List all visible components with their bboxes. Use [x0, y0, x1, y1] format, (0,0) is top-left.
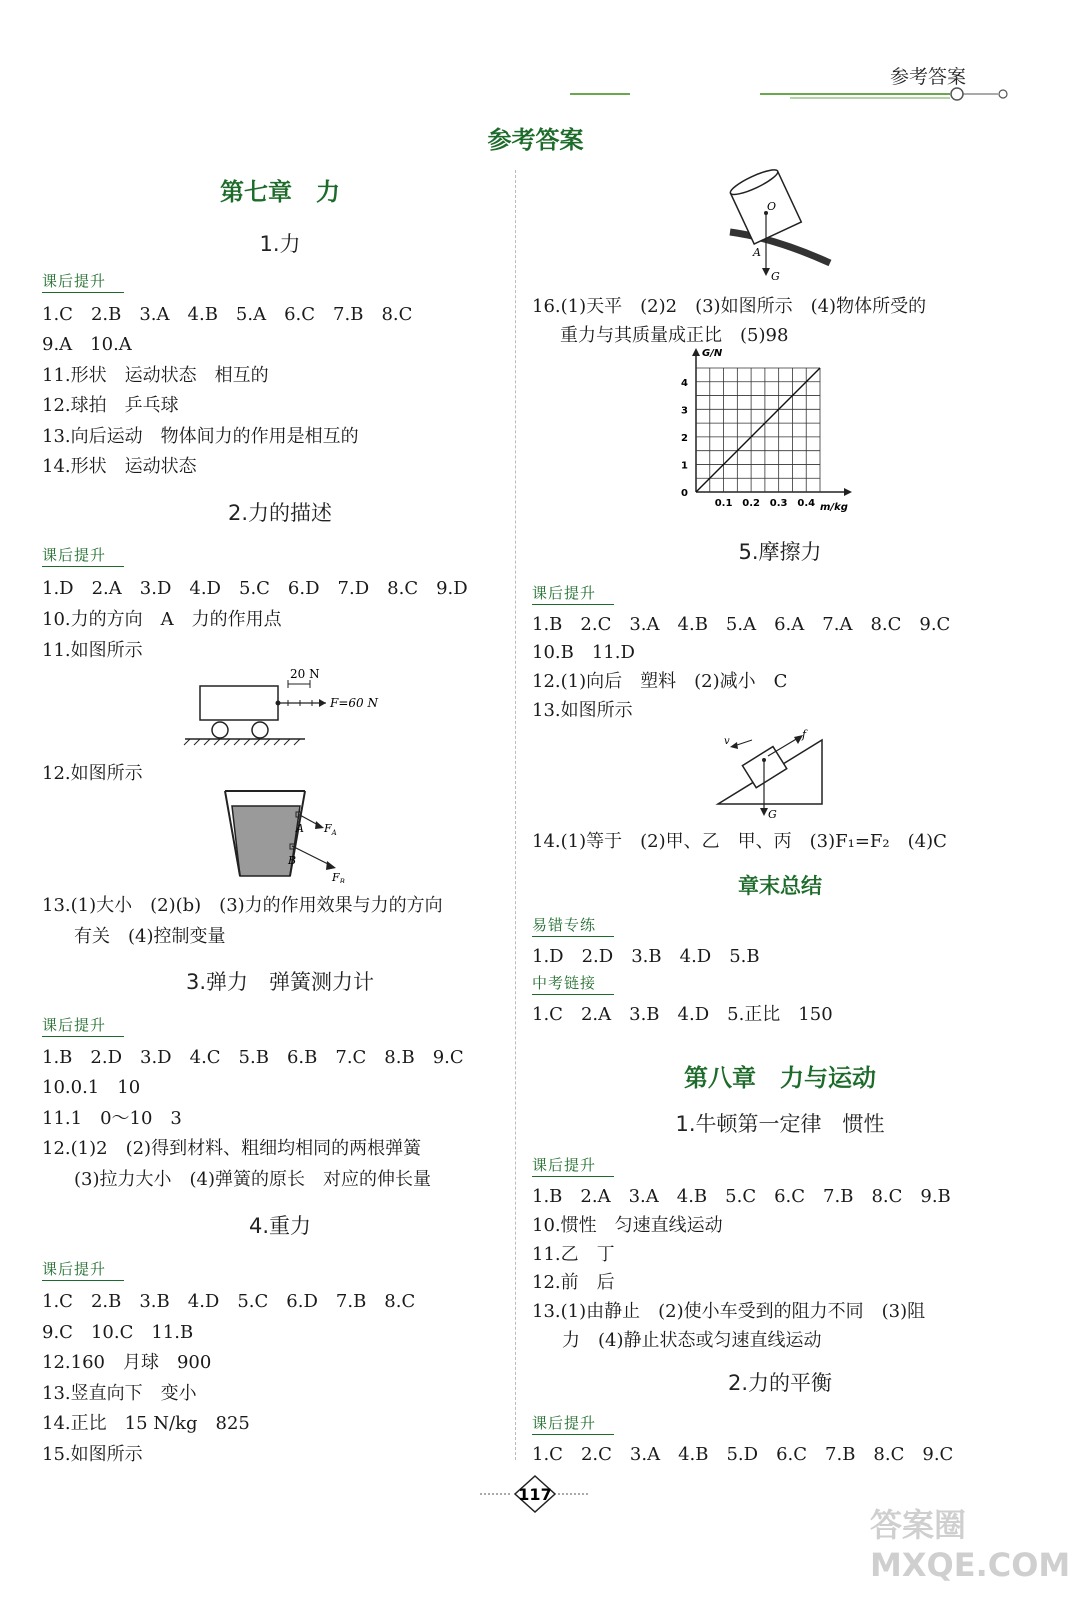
section-tag: 课后提升 [42, 544, 124, 567]
answer-line: 12.(1)向后 塑料 (2)减小 C [532, 671, 788, 692]
section-tag: 课后提升 [532, 1154, 614, 1177]
y-tick-label: 3 [681, 405, 688, 417]
point-a: A [296, 822, 304, 835]
answer-line: 12.球拍 乒乓球 [42, 395, 179, 416]
answer-line: 13.向后运动 物体间力的作用是相互的 [42, 426, 359, 447]
friction-label: f [802, 728, 807, 741]
section-tag: 课后提升 [532, 1412, 614, 1435]
tilted-cup-figure [725, 168, 835, 286]
column-divider [515, 170, 516, 1460]
answer-line: 14.形状 运动状态 [42, 456, 197, 477]
velocity-label: v [724, 736, 730, 747]
x-tick-label: 0.4 [797, 498, 816, 509]
answer-line: 13.(1)由静止 (2)使小车受到的阻力不同 (3)阻 [532, 1301, 926, 1322]
chapter-summary-title: 章末总结 [738, 874, 822, 898]
section-7-4-title: 4.重力 [248, 1214, 312, 1238]
point-b: B [288, 854, 297, 867]
answer-line: 力 (4)静止状态或匀速直线运动 [562, 1330, 822, 1351]
answer-line: 11.乙 丁 [532, 1244, 615, 1265]
answer-line: 11.如图所示 [42, 640, 143, 661]
section-8-1-title: 1.牛顿第一定律 惯性 [675, 1112, 885, 1136]
answer-line: 15.如图所示 [42, 1444, 143, 1465]
scale-label: 20 N [290, 667, 320, 681]
section-7-1-title: 1.力 [259, 232, 301, 256]
series-line [696, 368, 820, 492]
section-tag: 课后提升 [42, 1014, 124, 1037]
answer-line: 13.(1)大小 (2)(b) (3)力的作用效果与力的方向 [42, 895, 443, 916]
x-axis-label: m/kg [820, 502, 848, 513]
gravity-label: G [771, 270, 780, 283]
force-label: F=60 N [330, 696, 378, 710]
answer-line: 1.C 2.C 3.A 4.B 5.D 6.C 7.B 8.C 9.C [532, 1444, 954, 1465]
answer-line: 14.(1)等于 (2)甲、乙 甲、丙 (3)F₁=F₂ (4)C [532, 831, 947, 852]
answer-line: 12.如图所示 [42, 763, 143, 784]
answer-line: 11.形状 运动状态 相互的 [42, 365, 269, 386]
watermark: 答案圈 MXQE.COM [870, 1506, 1071, 1584]
section-tag: 易错专练 [532, 914, 614, 937]
y-axis-arrow [692, 348, 700, 356]
section-tag: 课后提升 [532, 582, 614, 605]
y-tick-label: 4 [681, 377, 688, 389]
answer-line: 1.B 2.D 3.D 4.C 5.B 6.B 7.C 8.B 9.C [42, 1047, 464, 1068]
answer-line: 有关 (4)控制变量 [74, 926, 226, 947]
header-tag: 参考答案 [890, 66, 967, 88]
page-title: 参考答案 [487, 126, 584, 154]
force-b-label: $F_B$ [332, 871, 345, 883]
page-number: 117 [518, 1485, 552, 1504]
answer-line: 10.0.1 10 [42, 1077, 141, 1098]
answer-line: 12.160 月球 900 [42, 1352, 212, 1373]
gravity-mass-chart [670, 344, 870, 519]
answer-line: 11.1 0～10 3 [42, 1108, 182, 1129]
answer-line: 10.惯性 匀速直线运动 [532, 1215, 723, 1236]
answer-line: 9.C 10.C 11.B [42, 1322, 194, 1343]
answer-line: 10.力的方向 A 力的作用点 [42, 609, 282, 630]
answer-line: (3)拉力大小 (4)弹簧的原长 对应的伸长量 [74, 1169, 431, 1190]
section-8-2-title: 2.力的平衡 [727, 1371, 833, 1395]
x-tick-label: 0.2 [742, 498, 760, 509]
answer-line: 16.(1)天平 (2)2 (3)如图所示 (4)物体所受的 [532, 296, 927, 317]
gravity-label: G [768, 808, 777, 821]
page-number-badge [480, 1474, 590, 1514]
point-a: A [753, 246, 761, 259]
answer-line: 1.C 2.A 3.B 4.D 5.正比 150 [532, 1004, 833, 1025]
incline-figure [710, 722, 840, 822]
x-axis-arrow [844, 488, 852, 496]
answer-line: 9.A 10.A [42, 334, 132, 355]
section-tag: 课后提升 [42, 270, 124, 293]
y-tick-label: 2 [681, 432, 688, 444]
chapter-8-title: 第八章 力与运动 [684, 1064, 876, 1092]
cart-force-figure [180, 662, 400, 747]
answer-line: 13.竖直向下 变小 [42, 1383, 197, 1404]
answer-line: 13.如图所示 [532, 700, 633, 721]
answer-line: 1.B 2.A 3.A 4.B 5.C 6.C 7.B 8.C 9.B [532, 1186, 951, 1207]
section-7-2-title: 2.力的描述 [227, 501, 333, 525]
answer-line: 重力与其质量成正比 (5)98 [560, 325, 789, 346]
y-axis-label: G/N [702, 348, 723, 359]
answer-line: 1.D 2.D 3.B 4.D 5.B [532, 946, 760, 967]
chapter-7-title: 第七章 力 [220, 178, 340, 206]
x-tick-label: 0.3 [769, 498, 788, 509]
answer-line: 12.(1)2 (2)得到材料、粗细均相同的两根弹簧 [42, 1138, 422, 1159]
answer-line: 1.B 2.C 3.A 4.B 5.A 6.A 7.A 8.C 9.C [532, 614, 951, 635]
answer-line: 1.C 2.B 3.A 4.B 5.A 6.C 7.B 8.C [42, 304, 413, 325]
section-7-3-title: 3.弹力 弹簧测力计 [185, 970, 375, 994]
force-a-label: $F_A$ [324, 822, 337, 837]
section-7-5-title: 5.摩擦力 [738, 540, 822, 564]
answer-line: 1.D 2.A 3.D 4.D 5.C 6.D 7.D 8.C 9.D [42, 578, 468, 599]
y-tick-label: 1 [681, 460, 688, 472]
answer-line: 14.正比 15 N/kg 825 [42, 1413, 250, 1434]
y-tick-label: 0 [681, 488, 688, 499]
section-tag: 课后提升 [42, 1258, 124, 1281]
answer-line: 12.前 后 [532, 1272, 615, 1293]
point-o: O [767, 200, 777, 213]
section-tag: 中考链接 [532, 972, 614, 995]
x-tick-label: 0.1 [714, 498, 733, 509]
answer-line: 10.B 11.D [532, 642, 635, 663]
answer-line: 1.C 2.B 3.B 4.D 5.C 6.D 7.B 8.C [42, 1291, 416, 1312]
container-force-figure [220, 788, 360, 883]
